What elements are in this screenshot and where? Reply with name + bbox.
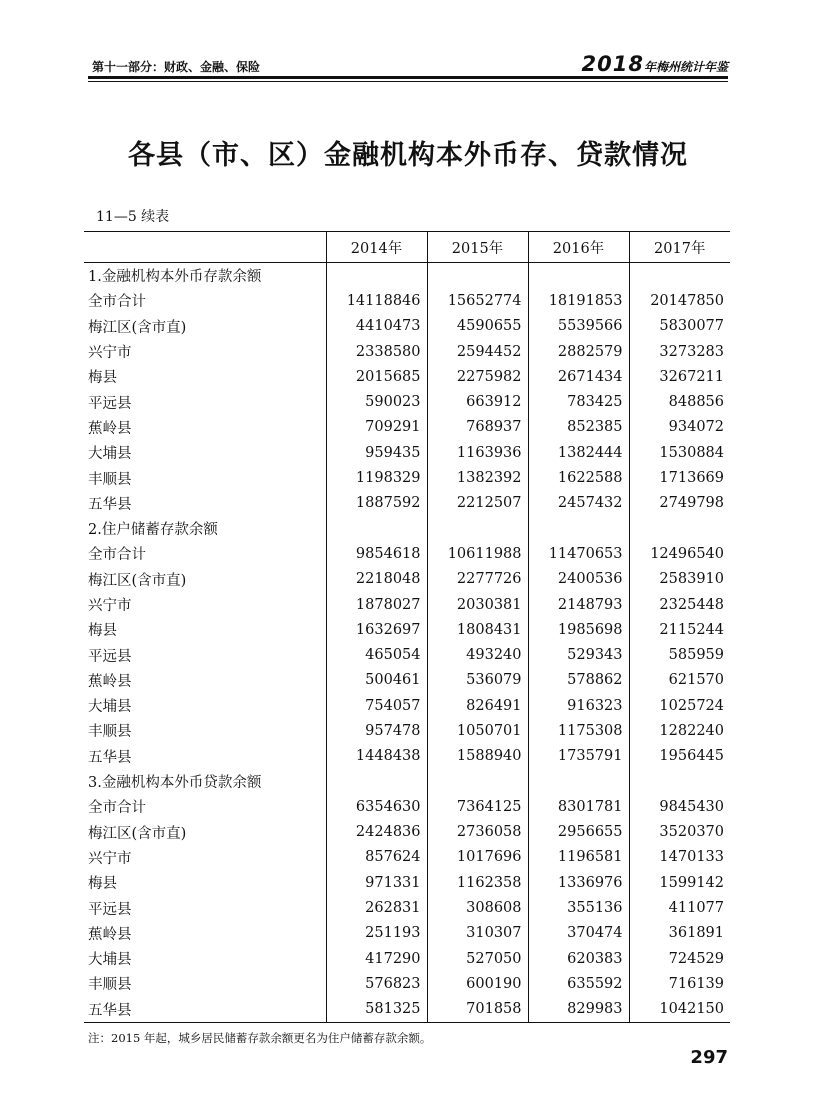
row-label: 梅江区(含市直) xyxy=(88,572,187,589)
table-row xyxy=(84,870,730,895)
table-cell: 536079 xyxy=(427,668,528,693)
table-cell: 493240 xyxy=(427,642,528,667)
table-cell: 2749798 xyxy=(629,491,730,516)
table-cell: 9845430 xyxy=(629,794,730,819)
column-header: 2017年 xyxy=(629,232,730,263)
table-row xyxy=(84,592,730,617)
table-cell: 527050 xyxy=(427,946,528,971)
table-cell xyxy=(528,263,629,289)
table-cell: 1887592 xyxy=(326,491,427,516)
table-cell: 5830077 xyxy=(629,314,730,339)
table-cell: 971331 xyxy=(326,870,427,895)
table-cell: 2424836 xyxy=(326,820,427,845)
table-row xyxy=(84,769,730,794)
table-cell: 355136 xyxy=(528,895,629,920)
table-cell: 2583910 xyxy=(629,567,730,592)
table-cell: 1448438 xyxy=(326,744,427,769)
table-row xyxy=(84,415,730,440)
table-cell: 1956445 xyxy=(629,744,730,769)
table-cell: 1163936 xyxy=(427,440,528,465)
row-label: 梅江区(含市直) xyxy=(88,319,187,336)
section-header: 第十一部分：财政、金融、保险 xyxy=(92,60,261,74)
table-cell: 12496540 xyxy=(629,541,730,566)
table-cell: 2212507 xyxy=(427,491,528,516)
table-row xyxy=(84,567,730,592)
table-cell: 716139 xyxy=(629,971,730,996)
table-row xyxy=(84,946,730,971)
row-label: 3.金融机构本外币贷款余额 xyxy=(88,775,262,792)
row-label: 蕉岭县 xyxy=(88,673,132,690)
row-label: 2.住户储蓄存款余额 xyxy=(88,522,218,539)
table-cell: 857624 xyxy=(326,845,427,870)
table-cell: 959435 xyxy=(326,440,427,465)
table-cell: 1050701 xyxy=(427,718,528,743)
table-row xyxy=(84,389,730,414)
yearbook-year: 2018 xyxy=(581,52,644,76)
table-cell: 11470653 xyxy=(528,541,629,566)
table-cell: 1198329 xyxy=(326,465,427,490)
table-cell xyxy=(629,769,730,794)
table-cell: 916323 xyxy=(528,693,629,718)
table-cell: 1336976 xyxy=(528,870,629,895)
table-cell xyxy=(629,263,730,289)
row-label: 兴宁市 xyxy=(88,850,132,867)
table-cell: 3520370 xyxy=(629,820,730,845)
yearbook-title: 年梅州统计年鉴 xyxy=(643,60,728,74)
table-row xyxy=(84,263,730,289)
table-cell: 783425 xyxy=(528,389,629,414)
table-row xyxy=(84,465,730,490)
table-cell: 829983 xyxy=(528,997,629,1023)
table-cell: 635592 xyxy=(528,971,629,996)
table-cell: 411077 xyxy=(629,895,730,920)
table-cell: 578862 xyxy=(528,668,629,693)
table-id: 11—5 续表 xyxy=(96,209,170,225)
table-cell: 768937 xyxy=(427,415,528,440)
table-row xyxy=(84,288,730,313)
table-cell: 1599142 xyxy=(629,870,730,895)
table-cell xyxy=(427,769,528,794)
column-header: 2016年 xyxy=(528,232,629,263)
row-label: 全市合计 xyxy=(88,800,146,817)
table-cell: 15652774 xyxy=(427,288,528,313)
table-cell xyxy=(629,516,730,541)
row-label: 丰顺县 xyxy=(88,724,132,741)
row-label: 兴宁市 xyxy=(88,345,132,362)
table-cell: 2594452 xyxy=(427,339,528,364)
table-cell: 500461 xyxy=(326,668,427,693)
row-label: 大埔县 xyxy=(88,446,132,463)
table-cell: 2400536 xyxy=(528,567,629,592)
table-row xyxy=(84,718,730,743)
table-cell: 620383 xyxy=(528,946,629,971)
table-row xyxy=(84,820,730,845)
table-cell: 934072 xyxy=(629,415,730,440)
row-label: 平远县 xyxy=(88,648,132,665)
row-label: 丰顺县 xyxy=(88,471,132,488)
table-cell: 2275982 xyxy=(427,364,528,389)
table-row xyxy=(84,617,730,642)
table-cell: 848856 xyxy=(629,389,730,414)
table-cell xyxy=(528,769,629,794)
row-label: 兴宁市 xyxy=(88,598,132,614)
table-cell: 251193 xyxy=(326,921,427,946)
table-cell: 20147850 xyxy=(629,288,730,313)
table-cell: 2457432 xyxy=(528,491,629,516)
table-cell: 1713669 xyxy=(629,465,730,490)
table-row xyxy=(84,668,730,693)
table-cell: 1162358 xyxy=(427,870,528,895)
table-cell: 1735791 xyxy=(528,744,629,769)
table-cell: 2115244 xyxy=(629,617,730,642)
row-label: 五华县 xyxy=(88,496,132,513)
row-label: 五华县 xyxy=(88,1002,132,1019)
row-label: 蕉岭县 xyxy=(88,420,132,437)
footnote: 注：2015 年起，城乡居民储蓄存款余额更名为住户储蓄存款余额。 xyxy=(88,1031,432,1045)
table-cell: 2277726 xyxy=(427,567,528,592)
table-cell: 1530884 xyxy=(629,440,730,465)
column-header: 2014年 xyxy=(326,232,427,263)
table-cell: 2148793 xyxy=(528,592,629,617)
table-cell: 2218048 xyxy=(326,567,427,592)
table-cell: 1175308 xyxy=(528,718,629,743)
table-cell: 308608 xyxy=(427,895,528,920)
table-row xyxy=(84,794,730,819)
table-row xyxy=(84,642,730,667)
table-row xyxy=(84,744,730,769)
column-header xyxy=(84,232,326,263)
table-cell: 4410473 xyxy=(326,314,427,339)
table-row xyxy=(84,921,730,946)
table-row xyxy=(84,895,730,920)
table-cell: 1382444 xyxy=(528,440,629,465)
table-cell: 576823 xyxy=(326,971,427,996)
table-row xyxy=(84,516,730,541)
table-cell: 1017696 xyxy=(427,845,528,870)
row-label: 梅县 xyxy=(88,623,117,640)
data-table xyxy=(84,231,730,1023)
table-cell: 9854618 xyxy=(326,541,427,566)
table-cell: 2325448 xyxy=(629,592,730,617)
table-cell: 14118846 xyxy=(326,288,427,313)
row-label: 平远县 xyxy=(88,901,132,918)
table-cell: 3267211 xyxy=(629,364,730,389)
table-cell: 2671434 xyxy=(528,364,629,389)
table-cell: 1622588 xyxy=(528,465,629,490)
row-label: 五华县 xyxy=(88,749,132,766)
table-cell xyxy=(427,263,528,289)
row-label: 蕉岭县 xyxy=(88,926,132,943)
table-cell: 8301781 xyxy=(528,794,629,819)
table-cell: 754057 xyxy=(326,693,427,718)
table-cell: 1470133 xyxy=(629,845,730,870)
column-header: 2015年 xyxy=(427,232,528,263)
table-cell: 581325 xyxy=(326,997,427,1023)
table-cell: 590023 xyxy=(326,389,427,414)
table-row xyxy=(84,364,730,389)
table-row xyxy=(84,440,730,465)
table-cell: 2338580 xyxy=(326,339,427,364)
table-cell: 1282240 xyxy=(629,718,730,743)
table-cell: 852385 xyxy=(528,415,629,440)
table-cell xyxy=(326,769,427,794)
table-cell xyxy=(427,516,528,541)
table-cell: 709291 xyxy=(326,415,427,440)
row-label: 梅江区(含市直) xyxy=(88,825,187,842)
table-cell: 2030381 xyxy=(427,592,528,617)
table-cell: 7364125 xyxy=(427,794,528,819)
table-cell: 724529 xyxy=(629,946,730,971)
table-header-row xyxy=(84,232,730,263)
row-label: 全市合计 xyxy=(88,547,146,564)
table-cell: 826491 xyxy=(427,693,528,718)
row-label: 平远县 xyxy=(88,395,132,412)
table-cell: 529343 xyxy=(528,642,629,667)
table-cell: 1382392 xyxy=(427,465,528,490)
table-cell: 1196581 xyxy=(528,845,629,870)
row-label: 大埔县 xyxy=(88,952,132,969)
table-row xyxy=(84,339,730,364)
table-cell: 5539566 xyxy=(528,314,629,339)
table-cell: 1878027 xyxy=(326,592,427,617)
table-cell: 2882579 xyxy=(528,339,629,364)
table-cell: 6354630 xyxy=(326,794,427,819)
table-cell: 585959 xyxy=(629,642,730,667)
row-label: 梅县 xyxy=(88,370,117,387)
table-row xyxy=(84,997,730,1023)
table-cell: 10611988 xyxy=(427,541,528,566)
table-cell: 2015685 xyxy=(326,364,427,389)
table-cell: 262831 xyxy=(326,895,427,920)
table-cell: 621570 xyxy=(629,668,730,693)
table-cell: 2736058 xyxy=(427,820,528,845)
table-cell: 1042150 xyxy=(629,997,730,1023)
table-cell: 4590655 xyxy=(427,314,528,339)
page-title: 各县（市、区）金融机构本外币存、贷款情况 xyxy=(128,140,688,171)
table-cell: 600190 xyxy=(427,971,528,996)
table-row xyxy=(84,971,730,996)
table-cell: 1025724 xyxy=(629,693,730,718)
table-cell xyxy=(528,516,629,541)
table-row xyxy=(84,693,730,718)
header-rule-thin xyxy=(88,81,728,82)
table-cell: 2956655 xyxy=(528,820,629,845)
header-rule xyxy=(88,76,728,79)
table-cell: 361891 xyxy=(629,921,730,946)
row-label: 1.金融机构本外币存款余额 xyxy=(88,269,262,286)
table-cell: 310307 xyxy=(427,921,528,946)
yearbook-header xyxy=(582,52,728,76)
table-row xyxy=(84,541,730,566)
table-cell: 370474 xyxy=(528,921,629,946)
table-cell: 417290 xyxy=(326,946,427,971)
row-label: 梅县 xyxy=(88,876,117,893)
table-cell: 3273283 xyxy=(629,339,730,364)
table-cell: 701858 xyxy=(427,997,528,1023)
table-row xyxy=(84,491,730,516)
table-cell: 1588940 xyxy=(427,744,528,769)
table-cell: 663912 xyxy=(427,389,528,414)
data-table-container xyxy=(84,231,730,1023)
table-cell: 465054 xyxy=(326,642,427,667)
table-row xyxy=(84,314,730,339)
table-cell: 1632697 xyxy=(326,617,427,642)
table-cell: 1808431 xyxy=(427,617,528,642)
page-number: 297 xyxy=(690,1047,728,1068)
row-label: 丰顺县 xyxy=(88,977,132,994)
table-cell: 957478 xyxy=(326,718,427,743)
table-cell: 18191853 xyxy=(528,288,629,313)
row-label: 大埔县 xyxy=(88,699,132,716)
table-cell: 1985698 xyxy=(528,617,629,642)
table-cell xyxy=(326,516,427,541)
table-row xyxy=(84,845,730,870)
row-label: 全市合计 xyxy=(88,294,146,311)
table-cell xyxy=(326,263,427,289)
